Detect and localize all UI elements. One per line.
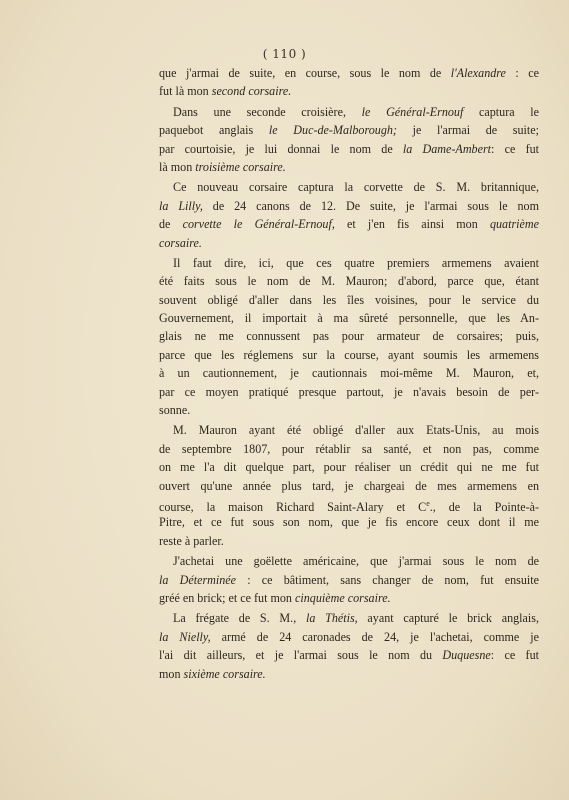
text-line xyxy=(159,383,539,401)
text-segment: armé de 24 caronades de 24, je l'achetai, comme je xyxy=(210,629,539,644)
text-segment: que j'armai de suite, en course, sous le nom de xyxy=(159,66,451,80)
text-segment: ouvert qu'une année plus tard, je chargeai de mes armemens en xyxy=(159,478,539,493)
text-segment: on me l'a dit quelque part, pour réaliser un crédit qui ne me fut xyxy=(159,460,539,475)
text-line xyxy=(159,254,539,272)
text-segment: parce que les réglemens sur la course, ayant soumis les armemens xyxy=(159,347,539,362)
text-segment: je l'armai de suite; xyxy=(396,123,539,138)
text-line xyxy=(159,140,539,158)
text-segment: là mon xyxy=(159,159,196,174)
italic-text: cinquième corsaire. xyxy=(295,590,391,605)
text-segment: glais ne me connussent pas pour armateur de corsaires; puis, xyxy=(159,329,539,344)
paragraph xyxy=(159,254,539,420)
text-line xyxy=(159,197,539,215)
text-line xyxy=(159,327,539,345)
paragraph xyxy=(159,421,539,550)
text-segment: été faits sous le nom de M. Mauron; d'abord, parce que, étant xyxy=(159,274,539,289)
text-line xyxy=(159,346,539,364)
text-line xyxy=(159,291,539,309)
paragraph xyxy=(159,552,539,607)
text-segment: gréé en brick; et ce fut mon xyxy=(159,590,295,605)
text-line xyxy=(159,64,539,82)
text-line xyxy=(159,458,539,476)
text-segment: J'achetai une goëlette américaine, que j'armai sous le nom de xyxy=(173,554,539,569)
text-line xyxy=(159,364,539,382)
page-number: ( 110 ) xyxy=(262,47,307,61)
text-line xyxy=(159,103,539,121)
italic-text: le Duc-de-Malborough; xyxy=(268,123,397,138)
italic-text: la Dame-Ambert xyxy=(402,141,492,156)
text-line xyxy=(159,158,539,176)
paragraph xyxy=(159,64,539,101)
text-segment: mon xyxy=(159,666,184,681)
text-segment: Dans une seconde croisière, xyxy=(173,104,362,119)
text-segment: : ce bâtiment, sans changer de nom, fut ensuite xyxy=(236,572,539,587)
text-segment: souvent obligé d'aller dans les îles voisines, pour le service du xyxy=(159,292,539,307)
text-segment: à un cautionnement, je cautionnais moi-même M. Mauron, et, xyxy=(159,366,539,381)
text-segment: de xyxy=(159,217,183,232)
text-line xyxy=(159,665,539,683)
text-line xyxy=(159,477,539,495)
italic-text: la Déterminée xyxy=(159,572,237,587)
italic-text: corvette le Général-Ernouf, xyxy=(182,217,335,232)
body-text xyxy=(159,64,539,685)
text-line xyxy=(159,401,539,419)
italic-text: corsaire. xyxy=(159,235,202,250)
text-segment: Gouvernement, il importait à ma sûreté personnelle, que les An- xyxy=(159,311,539,326)
text-segment: : ce xyxy=(505,66,539,80)
text-segment: par courtoisie, je lui donnai le nom de xyxy=(159,141,403,156)
text-line xyxy=(159,82,539,100)
text-segment: Il faut dire, ici, que ces quatre premiers armemens avaient xyxy=(173,255,539,270)
italic-text: le Général-Ernouf xyxy=(361,104,464,119)
text-line xyxy=(159,609,539,627)
text-segment: course, la maison Richard Saint-Alary et C xyxy=(159,500,427,514)
text-line xyxy=(159,215,539,233)
text-segment: sonne. xyxy=(159,403,191,418)
text-line xyxy=(159,272,539,290)
text-segment: : ce fut xyxy=(491,141,539,156)
text-segment: par ce moyen pratiqué presque partout, je n'avais besoin de per- xyxy=(159,384,539,399)
text-segment: Pitre, et ce fut sous son nom, que je fis encore ceux dont il me xyxy=(159,515,539,530)
text-segment: et j'en fis ainsi mon xyxy=(334,217,490,232)
italic-text: l'Alexandre xyxy=(450,66,506,80)
italic-text: la Lilly, xyxy=(159,198,203,213)
text-line xyxy=(159,178,539,196)
text-line xyxy=(159,495,539,513)
text-line xyxy=(159,532,539,550)
text-segment: captura le xyxy=(463,104,539,119)
text-line xyxy=(159,440,539,458)
text-line xyxy=(159,571,539,589)
text-line xyxy=(159,421,539,439)
italic-text: la Thétis, xyxy=(305,611,358,626)
text-line xyxy=(159,628,539,646)
text-segment: ., de la Pointe-à- xyxy=(429,500,539,514)
italic-text: la Nielly, xyxy=(159,629,211,644)
text-segment: reste à parler. xyxy=(159,533,224,548)
text-line xyxy=(159,513,539,531)
text-line xyxy=(159,552,539,570)
text-segment: Ce nouveau corsaire captura la corvette de S. M. britannique, xyxy=(173,180,539,195)
text-segment: M. Mauron ayant été obligé d'aller aux Etats-Unis, au mois xyxy=(173,423,539,438)
italic-text: Duquesne xyxy=(442,648,491,663)
paragraph xyxy=(159,103,539,177)
text-segment: l'ai dit ailleurs, et je l'armai sous le nom du xyxy=(159,648,443,663)
text-segment: e xyxy=(426,498,430,508)
text-segment: fut là mon xyxy=(159,84,212,99)
text-segment: de 24 canons de 12. De suite, je l'armai sous le nom xyxy=(202,198,539,213)
text-line xyxy=(159,309,539,327)
paragraph xyxy=(159,609,539,683)
italic-text: sixième corsaire. xyxy=(183,666,266,681)
text-line xyxy=(159,234,539,252)
italic-text: second corsaire. xyxy=(211,84,292,99)
text-segment: : ce fut xyxy=(490,648,539,663)
text-line xyxy=(159,589,539,607)
text-line xyxy=(159,121,539,139)
text-line xyxy=(159,646,539,664)
italic-text: troisième corsaire. xyxy=(195,159,286,174)
text-segment: paquebot anglais xyxy=(159,123,269,138)
text-segment: ayant capturé le brick anglais, xyxy=(357,611,539,626)
text-segment: de septembre 1807, pour rétablir sa santé, et non pas, comme xyxy=(159,441,539,456)
paragraph xyxy=(159,178,539,252)
italic-text: quatrième xyxy=(489,217,539,232)
text-segment: La frégate de S. M., xyxy=(173,611,306,626)
